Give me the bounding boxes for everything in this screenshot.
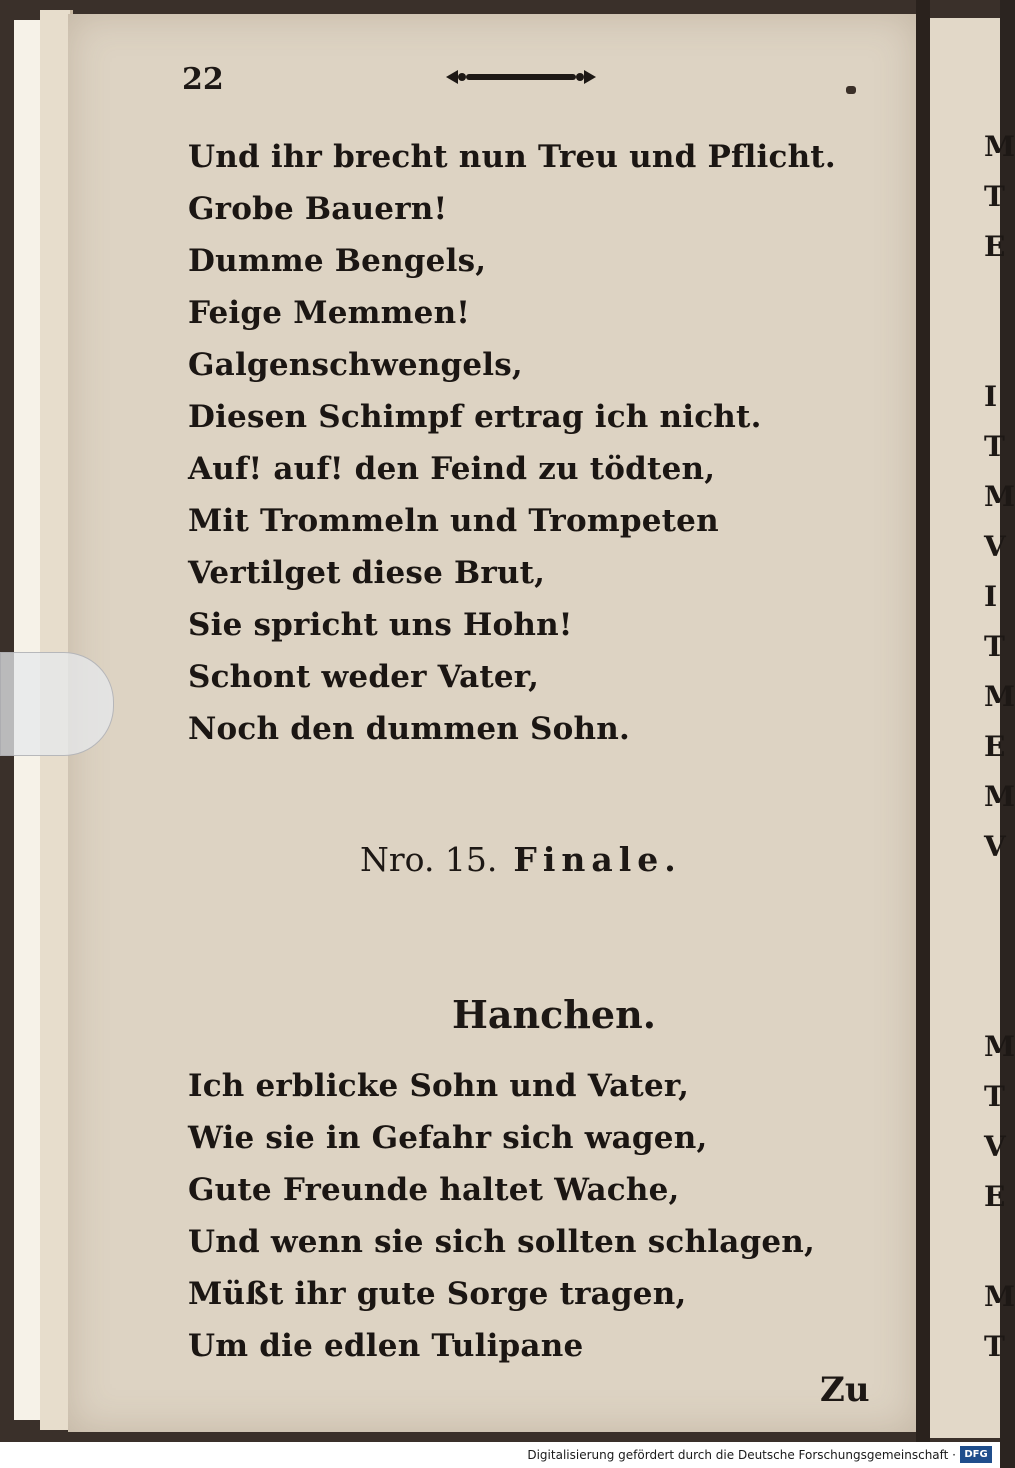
facing-page-letter: T: [984, 180, 1005, 213]
facing-page-letter: V: [984, 830, 1006, 863]
facing-page-letter: T: [984, 630, 1005, 663]
facing-page-letter: E: [984, 730, 1006, 763]
facing-page-letter: M: [984, 480, 1015, 513]
page-clip-tab: [0, 652, 114, 756]
facing-page-letter: T: [984, 1330, 1005, 1363]
verse-line: Vertilget diese Brut,: [188, 555, 546, 591]
verse-line: Müßt ihr gute Sorge tragen,: [188, 1276, 687, 1312]
facing-page-letter: T: [984, 430, 1005, 463]
dfg-logo-icon: DFG: [960, 1446, 992, 1463]
facing-page-letter: V: [984, 530, 1006, 563]
facing-page-letter: E: [984, 1180, 1006, 1213]
facing-page-letter: M: [984, 680, 1015, 713]
ink-mark: [846, 86, 856, 94]
verse-line: Um die edlen Tulipane: [188, 1328, 584, 1364]
section-heading: [360, 840, 682, 879]
verse-line: Dumme Bengels,: [188, 243, 487, 279]
verse-block-1: [188, 131, 836, 755]
verse-line: Noch den dummen Sohn.: [188, 711, 630, 747]
funding-credit: Digitalisierung gefördert durch die Deutsche Forschungsgemeinschaft ·: [527, 1448, 956, 1462]
catchword: Zu: [820, 1370, 870, 1410]
book-gutter: [916, 0, 930, 1442]
facing-page-letter: [984, 880, 1015, 930]
facing-page-letter: [984, 280, 1015, 330]
verse-line: Und wenn sie sich sollten schlagen,: [188, 1224, 816, 1260]
facing-page-letter: M: [984, 1030, 1015, 1063]
facing-page-letter: E: [984, 230, 1006, 263]
verse-line: Auf! auf! den Feind zu tödten,: [188, 451, 716, 487]
facing-page-letter: I: [984, 380, 998, 413]
facing-page-letter: [984, 1230, 1015, 1280]
verse-line: Und ihr brecht nun Treu und Pflicht.: [188, 139, 836, 175]
facing-page-letter: M: [984, 780, 1015, 813]
facing-page-letter: [984, 980, 1015, 1030]
section-number: Nro. 15.: [360, 840, 498, 879]
verse-line: Diesen Schimpf ertrag ich nicht.: [188, 399, 762, 435]
facing-page-letter: V: [984, 1130, 1006, 1163]
section-title: Finale.: [513, 840, 682, 879]
verse-line: Sie spricht uns Hohn!: [188, 607, 573, 643]
verse-line: Feige Memmen!: [188, 295, 471, 331]
facing-page-letter: M: [984, 130, 1015, 163]
page-number: 22: [182, 62, 224, 97]
verse-line: Wie sie in Gefahr sich wagen,: [188, 1120, 708, 1156]
verse-line: Gute Freunde haltet Wache,: [188, 1172, 680, 1208]
verse-line: Ich erblicke Sohn und Vater,: [188, 1068, 690, 1104]
verse-line: Galgenschwengels,: [188, 347, 523, 383]
verse-block-2: [188, 1060, 815, 1372]
verse-line: Grobe Bauern!: [188, 191, 448, 227]
footer-bar: [0, 1442, 1000, 1468]
verse-line: Schont weder Vater,: [188, 659, 540, 695]
facing-page-fragments: [984, 130, 1015, 1380]
speaker-name: Hanchen.: [452, 992, 656, 1037]
verse-line: Mit Trommeln und Trompeten: [188, 503, 719, 539]
facing-page-letter: I: [984, 580, 998, 613]
facing-page-letter: [984, 330, 1015, 380]
header-ornament-icon: [440, 64, 602, 90]
facing-page-letter: [984, 930, 1015, 980]
facing-page-letter: M: [984, 1280, 1015, 1313]
facing-page-letter: T: [984, 1080, 1005, 1113]
